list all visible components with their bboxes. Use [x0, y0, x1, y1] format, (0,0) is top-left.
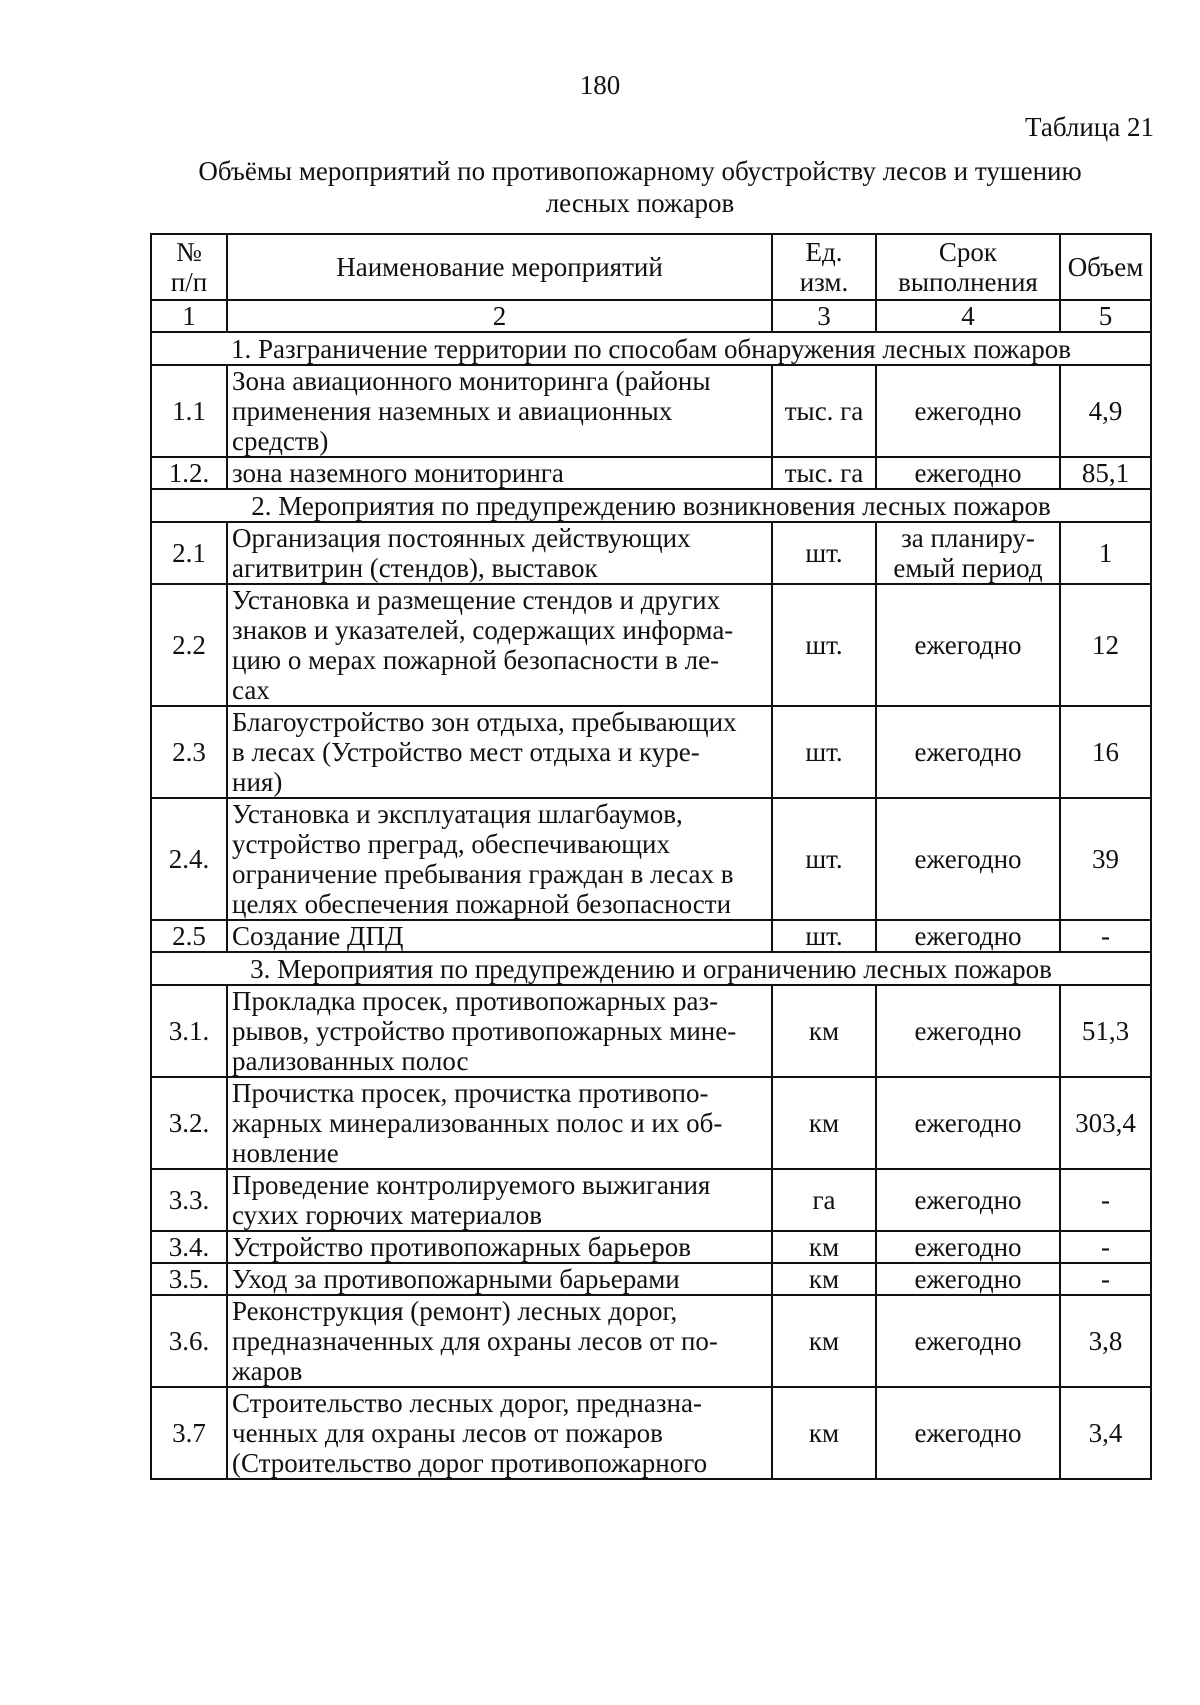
unit-of-measure: км: [772, 1231, 876, 1263]
execution-term: ежегодно: [876, 1387, 1060, 1479]
measure-name: Установка и эксплуатация шлагбаумов, устройство преград, обеспечивающих ограничение пребывания граждан в лесах в целях обеспечения пожарной безопасности: [227, 798, 772, 920]
execution-term: ежегодно: [876, 1169, 1060, 1231]
table-header-row: [151, 234, 1151, 300]
volume-value: -: [1060, 920, 1151, 952]
measure-name: Создание ДПД: [227, 920, 772, 952]
unit-of-measure: км: [772, 1263, 876, 1295]
row-number: 2.3: [151, 706, 227, 798]
volume-value: 51,3: [1060, 985, 1151, 1077]
column-number: 1: [151, 300, 227, 332]
execution-term: ежегодно: [876, 1263, 1060, 1295]
row-number: 2.2: [151, 584, 227, 706]
table-row: [151, 1077, 1151, 1169]
unit-of-measure: км: [772, 985, 876, 1077]
column-number: 3: [772, 300, 876, 332]
unit-of-measure: шт.: [772, 920, 876, 952]
measure-name: Зона авиационного мониторинга (районы применения наземных и авиационных средств): [227, 365, 772, 457]
section-row: [151, 952, 1151, 985]
table-title: [140, 155, 1140, 219]
volume-value: 85,1: [1060, 457, 1151, 489]
table-row: [151, 522, 1151, 584]
page-number: 180: [579, 70, 621, 100]
table-row: [151, 1169, 1151, 1231]
unit-of-measure: тыс. га: [772, 457, 876, 489]
row-number: 3.1.: [151, 985, 227, 1077]
unit-of-measure: шт.: [772, 706, 876, 798]
unit-of-measure: км: [772, 1077, 876, 1169]
measure-name: Прокладка просек, противопожарных раз- рывов, устройство противопожарных мине- рализованных полос: [227, 985, 772, 1077]
volume-value: 12: [1060, 584, 1151, 706]
execution-term: ежегодно: [876, 1231, 1060, 1263]
column-number: 4: [876, 300, 1060, 332]
measure-name: Организация постоянных действующих агитвитрин (стендов), выставок: [227, 522, 772, 584]
volume-value: 4,9: [1060, 365, 1151, 457]
header-unit-text: Ед. изм.: [799, 237, 849, 297]
unit-of-measure: км: [772, 1387, 876, 1479]
unit-of-measure: шт.: [772, 584, 876, 706]
volume-value: -: [1060, 1231, 1151, 1263]
header-name: [227, 234, 772, 300]
table-row: [151, 457, 1151, 489]
section-title: 3. Мероприятия по предупреждению и ограничению лесных пожаров: [151, 952, 1151, 985]
measure-name: Проведение контролируемого выжигания сухих горючих материалов: [227, 1169, 772, 1231]
column-numbers-row: [151, 300, 1151, 332]
table-row: [151, 985, 1151, 1077]
table-row: [151, 1387, 1151, 1479]
table-row: [151, 1231, 1151, 1263]
unit-of-measure: шт.: [772, 798, 876, 920]
table-title-line-1: Объёмы мероприятий по противопожарному обустройству лесов и тушению: [198, 156, 1082, 186]
row-number: 3.4.: [151, 1231, 227, 1263]
row-number: 2.4.: [151, 798, 227, 920]
table-label: Таблица 21: [1025, 112, 1154, 142]
table-row: [151, 1295, 1151, 1387]
volume-value: -: [1060, 1263, 1151, 1295]
unit-of-measure: шт.: [772, 522, 876, 584]
row-number: 3.6.: [151, 1295, 227, 1387]
measure-name: Установка и размещение стендов и других знаков и указателей, содержащих информа- цию о мерах пожарной безопасности в ле- сах: [227, 584, 772, 706]
row-number: 2.1: [151, 522, 227, 584]
measures-table: [150, 233, 1152, 1480]
row-number: 1.2.: [151, 457, 227, 489]
row-number: 3.7: [151, 1387, 227, 1479]
table-row: [151, 584, 1151, 706]
table-title-line-2: лесных пожаров: [545, 188, 735, 218]
column-number: 5: [1060, 300, 1151, 332]
volume-value: 16: [1060, 706, 1151, 798]
execution-term: ежегодно: [876, 706, 1060, 798]
volume-value: 3,4: [1060, 1387, 1151, 1479]
volume-value: 1: [1060, 522, 1151, 584]
header-term-text: Срок выполнения: [898, 237, 1038, 297]
header-volume: [1060, 234, 1151, 300]
row-number: 3.3.: [151, 1169, 227, 1231]
section-row: [151, 332, 1151, 365]
measure-name: зона наземного мониторинга: [227, 457, 772, 489]
table-row: [151, 1263, 1151, 1295]
execution-term: ежегодно: [876, 1077, 1060, 1169]
execution-term: ежегодно: [876, 920, 1060, 952]
table-row: [151, 365, 1151, 457]
row-number: 2.5: [151, 920, 227, 952]
measure-name: Прочистка просек, прочистка противопо- жарных минерализованных полос и их об- новление: [227, 1077, 772, 1169]
execution-term: ежегодно: [876, 365, 1060, 457]
table-row: [151, 920, 1151, 952]
unit-of-measure: км: [772, 1295, 876, 1387]
measure-name: Уход за противопожарными барьерами: [227, 1263, 772, 1295]
execution-term: ежегодно: [876, 457, 1060, 489]
section-title: 1. Разграничение территории по способам обнаружения лесных пожаров: [151, 332, 1151, 365]
execution-term: ежегодно: [876, 798, 1060, 920]
section-row: [151, 489, 1151, 522]
header-term: [876, 234, 1060, 300]
column-number: 2: [227, 300, 772, 332]
table-row: [151, 798, 1151, 920]
unit-of-measure: тыс. га: [772, 365, 876, 457]
section-title: 2. Мероприятия по предупреждению возникновения лесных пожаров: [151, 489, 1151, 522]
measure-name: Устройство противопожарных барьеров: [227, 1231, 772, 1263]
execution-term: ежегодно: [876, 584, 1060, 706]
volume-value: -: [1060, 1169, 1151, 1231]
measure-name: Благоустройство зон отдыха, пребывающих в лесах (Устройство мест отдыха и куре- ния): [227, 706, 772, 798]
measure-name: Строительство лесных дорог, предназна- ченных для охраны лесов от пожаров (Строительство дорог противопожарного: [227, 1387, 772, 1479]
row-number: 3.5.: [151, 1263, 227, 1295]
execution-term: за планиру- емый период: [876, 522, 1060, 584]
table-row: [151, 706, 1151, 798]
header-num-text: № п/п: [170, 237, 208, 297]
header-name-text: Наименование мероприятий: [336, 252, 663, 282]
unit-of-measure: га: [772, 1169, 876, 1231]
measure-name: Реконструкция (ремонт) лесных дорог, предназначенных для охраны лесов от по- жаров: [227, 1295, 772, 1387]
volume-value: 39: [1060, 798, 1151, 920]
row-number: 1.1: [151, 365, 227, 457]
header-num: [151, 234, 227, 300]
volume-value: 3,8: [1060, 1295, 1151, 1387]
volume-value: 303,4: [1060, 1077, 1151, 1169]
header-unit: [772, 234, 876, 300]
execution-term: ежегодно: [876, 1295, 1060, 1387]
execution-term: ежегодно: [876, 985, 1060, 1077]
row-number: 3.2.: [151, 1077, 227, 1169]
header-volume-text: Объем: [1067, 252, 1144, 282]
